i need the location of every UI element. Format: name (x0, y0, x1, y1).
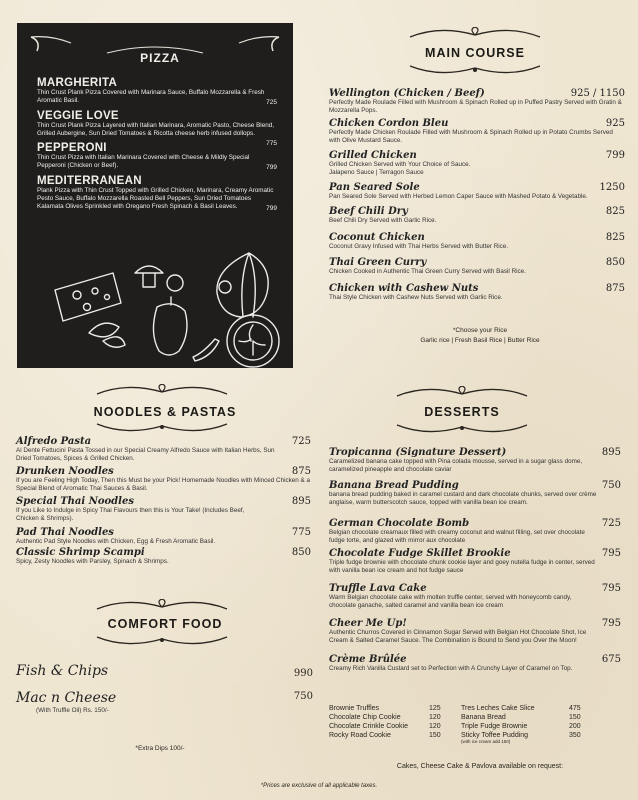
item-desc: Coconut Gravy Infused with Thai Herbs Served with Butter Rice. (329, 243, 509, 250)
item-sub: (With Truffle Oil) Rs. 150/- (36, 707, 109, 714)
item-price: 1250 (599, 182, 625, 193)
item-price: 350 (569, 732, 581, 739)
pizza-name: MEDITERRANEAN (37, 174, 142, 187)
item-desc: Spicy, Zesty Noodles with Parsley, Spinach & Shrimps. (16, 558, 169, 565)
menu-item (329, 548, 621, 583)
pizza-desc: Thin Crust Plank Pizza Layered with Italian Marinara, Aromatic Pasto, Cheese Blend, Grilled Aubergine, Sun Dried Tomatoes & Ricotta cheese herb infused dollops. (37, 121, 274, 137)
menu-item (329, 88, 625, 118)
noodles-list (16, 436, 311, 569)
comfort-item (16, 689, 313, 719)
item-name: Truffle Lava Cake (329, 583, 427, 594)
menu-item (16, 466, 311, 496)
mushroom-icon (135, 266, 163, 287)
item-price: 875 (291, 466, 311, 477)
rice-choice-options: Garlic rice | Fresh Basil Rice | Butter Rice (420, 337, 540, 344)
pizza-desc: Thin Crust Plank Pizza Covered with Marinara Sauce, Buffalo Mozzarella & Fresh Aromatic Basil. (37, 89, 265, 105)
item-price: 725 (291, 436, 311, 447)
list-item (329, 731, 449, 740)
desserts-list (329, 447, 621, 678)
menu-item (329, 480, 621, 518)
item-name: Rocky Road Cookie (329, 732, 391, 739)
item-name: Banana Bread Pudding (329, 480, 459, 491)
top-flourish-icon (87, 599, 237, 613)
menu-item (329, 232, 625, 257)
item-name: Cheer Me Up! (329, 618, 407, 629)
main-course-list (329, 88, 625, 309)
pizza-name: PEPPERONI (37, 142, 107, 155)
item-name: Chocolate Fudge Skillet Brookie (329, 548, 511, 559)
list-item (461, 704, 586, 713)
tomato-icon (167, 275, 183, 291)
item-desc: Warm Belgian chocolate cake with molten truffle center, served with honeycomb candy, chocolate ganache, salted caramel and vanilla bean ice cream (329, 594, 572, 609)
basil-icon (89, 323, 125, 347)
item-name: Chocolate Chip Cookie (329, 714, 401, 721)
menu-item (329, 518, 621, 548)
item-price: 750 (601, 480, 621, 491)
pizza-item (37, 139, 283, 172)
comfort-item (16, 662, 313, 686)
item-desc: If you Like to Indulge in Spicy Thai Flavours then this is Your Take! (Includes Beef, Chicken & Shrimps). (16, 507, 245, 522)
item-price: 795 (601, 583, 621, 594)
item-price: 725 (601, 518, 621, 529)
menu-item (16, 547, 311, 569)
desserts-title: DESSERTS (424, 405, 500, 419)
item-name: Classic Shrimp Scampi (16, 547, 145, 558)
item-price: 895 (601, 447, 621, 458)
item-name: Mac n Cheese (16, 690, 117, 706)
item-desc: Grilled Chicken Served with Your Choice of Sauce. Jalapeno Sauce | Terragon Sauce (329, 161, 471, 176)
top-flourish-icon (87, 384, 237, 398)
item-price: 795 (601, 548, 621, 559)
item-price: 825 (605, 232, 625, 243)
pizza-board (17, 23, 293, 368)
list-item (461, 722, 586, 731)
list-item (329, 722, 449, 731)
item-desc: Thai Style Chicken with Cashew Nuts Served with Garlic Rice. (329, 294, 503, 301)
item-desc: Chicken Cooked in Authentic Thai Green Curry Served with Basil Rice. (329, 268, 526, 275)
menu-item (329, 654, 621, 678)
item-price: 675 (601, 654, 621, 665)
list-item (461, 713, 586, 722)
item-price: 925 / 1150 (570, 88, 625, 99)
item-name: German Chocolate Bomb (329, 518, 470, 529)
item-name: Pan Seared Sole (329, 182, 420, 193)
pizza-price: 725 (266, 99, 277, 106)
item-name: Triple Fudge Brownie (461, 723, 528, 730)
item-desc: Authentic Churros Covered in Cinnamon Sugar Served with Belgian Hot Chocolate Shot, Ice Cream & Salted Caramel Sauce. The Combination is Bound to Send you Over the Moon! (329, 629, 587, 644)
pizza-desc: Thin Crust Pizza with Italian Marinara Covered with Cheese & Mildly Special Pepperoni (Chicken or Beef). (37, 154, 250, 170)
menu-item (329, 583, 621, 618)
item-price: 799 (605, 150, 625, 161)
item-desc: Pan Seared Sole Served with Herbed Lemon Caper Sauce with Mashed Potato & Vegetable. (329, 193, 588, 200)
item-price: 825 (605, 206, 625, 217)
pizza-item (37, 77, 283, 106)
menu-item (329, 150, 625, 182)
bottom-flourish-icon (387, 421, 537, 435)
pizza-title: PIZZA (140, 51, 180, 65)
item-desc: Perfectly Made Chicken Roulade Filled with Mushroom & Spinach Rolled up in Potato Crumbs Served with Olive Mustard Sauce. (329, 129, 613, 144)
item-price: 125 (429, 705, 441, 712)
pizza-name: MARGHERITA (37, 77, 118, 89)
menu-item (16, 527, 311, 547)
item-price: 925 (605, 118, 625, 129)
item-name: Brownie Truffles (329, 705, 380, 712)
pepper-icon (153, 297, 187, 355)
top-flourish-icon (387, 386, 537, 400)
item-desc: Al Dente Fettucini Pasta Tossed in our Special Creamy Alfredo Sauce with Italian Herbs, Sun Dried Tomatoes, Spices & Grilled Chicken. (16, 447, 275, 462)
pizza-item (37, 109, 283, 147)
cakes-note: Cakes, Cheese Cake & Pavlova available on request: (396, 763, 564, 770)
item-desc: If you are Feeling High Today, Then this Must be your Pick! Homemade Noodles with Minced Chicken & a Special Blend of Aromatic Thai Sauces & Basil. (16, 477, 310, 492)
menu-item (329, 447, 621, 480)
extra-dips: *Extra Dips 100/- (135, 745, 185, 752)
cheese-icon (55, 273, 121, 321)
item-name: Beef Chili Dry (329, 206, 408, 217)
pizza-desc: Plank Pizza with Thin Crust Topped with Grilled Chicken, Marinara, Creamy Aromatic Pesto Sauce, Buffalo Mozzarella Roasted Bell Peppers, Sun Dried Tomatoes Kalamata Olives Sprinkled with Oregano Fresh Spinach & Basil Leaves. (37, 186, 274, 211)
item-name: Coconut Chicken (329, 232, 425, 243)
footer-note: *Prices are exclusive of all applicable taxes. (260, 783, 378, 789)
item-desc: Authentic Pad Style Noodles with Chicken, Egg & Fresh Aromatic Basil. (16, 538, 216, 545)
item-name: Chicken Cordon Bleu (329, 118, 449, 129)
item-price: 875 (605, 283, 625, 294)
small-desserts-right (461, 704, 586, 745)
list-item (329, 704, 449, 713)
item-price: 850 (605, 257, 625, 268)
item-price: 990 (293, 668, 313, 679)
item-name: Tres Leches Cake Slice (461, 705, 535, 712)
bottom-flourish-icon (87, 420, 237, 434)
item-price: 475 (569, 705, 581, 712)
item-price: 750 (293, 691, 313, 702)
item-desc: Caramelized banana cake topped with Pina colada mousse, served in a sugar glass dome, caramelized pineapple and chocolate caviar (329, 458, 583, 473)
item-price: 200 (569, 723, 581, 730)
menu-item (329, 618, 621, 654)
item-name: Banana Bread (461, 714, 506, 721)
item-name: Crème Brûlée (329, 654, 407, 665)
item-sub: (with ice cream add 150) (461, 739, 511, 744)
pizza-name: VEGGIE LOVE (37, 109, 119, 122)
item-name: Chocolate Crinkle Cookie (329, 723, 408, 730)
item-name: Special Thai Noodles (16, 496, 134, 507)
item-desc: Creamy Rich Vanilla Custard set to Perfection with A Crunchy Layer of Caramel on Top. (329, 665, 573, 672)
menu-item (329, 182, 625, 206)
menu-item (329, 257, 625, 283)
item-desc: Belgian chocolate creamaux filled with creamy coconut and walnut filling, set over chocolate fudge torte, and glazed with mirror aux chocolate (329, 529, 585, 544)
menu-item (329, 118, 625, 150)
menu-item (16, 496, 311, 527)
item-price: 850 (291, 547, 311, 558)
item-price: 150 (569, 714, 581, 721)
item-price: 895 (291, 496, 311, 507)
main-course-title: MAIN COURSE (425, 46, 525, 60)
item-price: 120 (429, 714, 441, 721)
menu-item (329, 206, 625, 232)
item-name: Pad Thai Noodles (16, 527, 114, 538)
menu-item (16, 436, 311, 466)
bottom-flourish-icon (87, 633, 237, 647)
top-flourish-icon (400, 27, 550, 43)
item-desc: Perfectly Made Roulade Filled with Mushroom & Spinach Rolled up in Puffed Pastry Served with Gratin & Mozzarella Pops. (329, 99, 622, 114)
item-price: 120 (429, 723, 441, 730)
list-item (329, 713, 449, 722)
item-name: Alfredo Pasta (16, 436, 92, 447)
item-price: 150 (429, 732, 441, 739)
food-illustration (17, 245, 293, 368)
item-name: Wellington (Chicken / Beef) (329, 88, 485, 99)
pizza-price: 799 (266, 164, 277, 172)
item-name: Tropicanna (Signature Dessert) (329, 447, 507, 458)
item-price: 795 (601, 618, 621, 629)
item-desc: Beef Chili Dry Served with Garlic Rice. (329, 217, 437, 224)
small-desserts-left (329, 704, 449, 740)
item-price: 775 (291, 527, 311, 538)
item-desc: Triple fudge brownie with chocolate chunk cookie layer and goey nutella fudge in center, served with vanilla bean ice cream and hot fudge sauce (329, 559, 595, 574)
item-name: Drunken Noodles (16, 466, 114, 477)
menu-item (329, 283, 625, 309)
chili-icon (193, 339, 219, 361)
comfort-title: COMFORT FOOD (107, 617, 223, 631)
list-item (461, 731, 586, 745)
rice-choice-title: *Choose your Rice (452, 327, 508, 334)
item-name: Grilled Chicken (329, 150, 417, 161)
item-name: Sticky Toffee Pudding (461, 732, 529, 739)
item-name: Chicken with Cashew Nuts (329, 283, 479, 294)
bottom-flourish-icon (400, 62, 550, 78)
pizza-item (37, 175, 283, 212)
item-name: Thai Green Curry (329, 257, 427, 268)
onion-icon (217, 253, 268, 317)
item-name: Fish & Chips (16, 663, 109, 679)
pizza-price: 799 (266, 204, 277, 212)
item-desc: banana bread pudding baked in caramel custard and dark chocolate chunks, served over crème anglaise, warm butterscotch sauce, topped with vanilla bean ice cream. (329, 491, 597, 506)
noodles-title: NOODLES & PASTAS (93, 405, 237, 419)
pizza-price: 775 (266, 139, 277, 147)
